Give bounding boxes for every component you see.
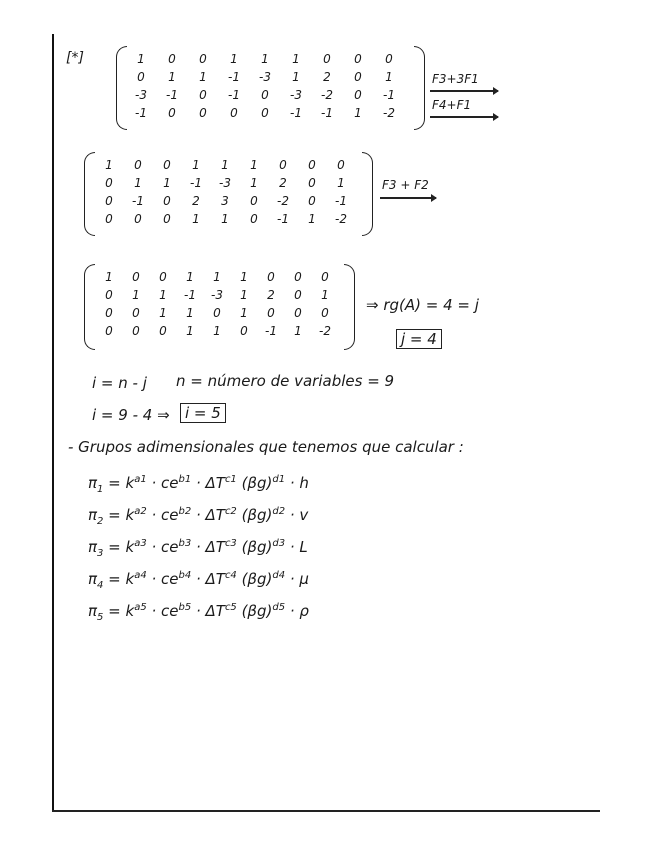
matrix-cell: 1: [240, 306, 248, 320]
rank-statement: ⇒ rg(A) = 4 = j: [366, 296, 479, 314]
matrix-cell: 0: [354, 52, 362, 66]
pi-group-row: $\pi_3 = k^{a3} \cdot ce^{b3} \cdot \Delta T^{c3}$ $(\beta g)^{d3} \cdot L$: [88, 538, 308, 559]
matrix-cell: -2: [277, 194, 289, 208]
matrix-cell: 1: [192, 212, 200, 226]
arrow-icon: [430, 90, 498, 92]
matrix-cell: 1: [186, 306, 194, 320]
matrix-cell: 1: [192, 158, 200, 172]
pi-index: 3: [97, 548, 104, 559]
matrix-right-paren: [362, 152, 373, 236]
pi-variable: L: [299, 538, 308, 556]
row-operation-label: F3 + F2: [382, 178, 429, 192]
exponent: d3: [272, 538, 286, 549]
matrix-cell: 2: [192, 194, 200, 208]
section-tag: [*]: [66, 50, 84, 66]
matrix-cell: 0: [261, 106, 269, 120]
matrix-cell: 1: [105, 270, 113, 284]
matrix-cell: 1: [354, 106, 362, 120]
matrix-cell: 0: [308, 194, 316, 208]
exponent: b3: [178, 538, 192, 549]
matrix-cell: 1: [230, 52, 238, 66]
exponent: a2: [134, 506, 147, 517]
matrix-right-paren: [414, 46, 425, 130]
matrix-cell: 0: [132, 270, 140, 284]
matrix-2: [84, 152, 374, 234]
matrix-cell: 0: [337, 158, 345, 172]
matrix-cell: 1: [186, 270, 194, 284]
exponent: c1: [224, 474, 237, 485]
matrix-cell: 1: [159, 288, 167, 302]
pi-symbol: π: [88, 570, 98, 588]
pi-group-row: $\pi_4 = k^{a4} \cdot ce^{b4} \cdot \Delta T^{c4}$ $(\beta g)^{d4} \cdot \mu$: [88, 570, 309, 591]
pi-index: 5: [97, 612, 104, 623]
pi-symbol: π: [88, 506, 98, 524]
matrix-cell: 0: [294, 270, 302, 284]
matrix-cell: 1: [105, 158, 113, 172]
matrix-cell: 0: [134, 212, 142, 226]
pi-index: 4: [97, 580, 104, 591]
pi-symbol: π: [88, 538, 98, 556]
pi-symbol: π: [88, 474, 98, 492]
matrix-cell: 0: [199, 52, 207, 66]
matrix-cell: -2: [319, 324, 331, 338]
exponent: d1: [272, 474, 286, 485]
exponent: b1: [178, 474, 192, 485]
matrix-cell: 1: [240, 288, 248, 302]
matrix-cell: -1: [135, 106, 147, 120]
pi-symbol: π: [88, 602, 98, 620]
pi-group-row: $\pi_1 = k^{a1} \cdot ce^{b1} \cdot \Delta T^{c1}$ $(\beta g)^{d1} \cdot h$: [88, 474, 309, 495]
matrix-cell: 3: [221, 194, 229, 208]
matrix-cell: 0: [132, 324, 140, 338]
matrix-cell: 1: [213, 270, 221, 284]
pi-index: 1: [97, 484, 104, 495]
matrix-cell: 0: [323, 52, 331, 66]
exponent: a1: [134, 474, 147, 485]
matrix-cell: 0: [261, 88, 269, 102]
matrix-cell: 1: [168, 70, 176, 84]
exponent: c3: [224, 538, 237, 549]
matrix-cell: 0: [199, 88, 207, 102]
matrix-cell: 0: [199, 106, 207, 120]
matrix-cell: 0: [354, 88, 362, 102]
matrix-cell: -1: [321, 106, 333, 120]
matrix-cell: 0: [267, 306, 275, 320]
matrix-cell: -1: [265, 324, 277, 338]
matrix-3: [84, 264, 356, 348]
exponent: d4: [272, 570, 286, 581]
matrix-cell: 1: [321, 288, 329, 302]
matrix-cell: 1: [221, 212, 229, 226]
matrix-cell: 1: [137, 52, 145, 66]
matrix-cell: 1: [385, 70, 393, 84]
variables-note: n = número de variables = 9: [176, 372, 395, 390]
matrix-cell: -3: [290, 88, 302, 102]
matrix-cell: -1: [190, 176, 202, 190]
matrix-cell: 0: [250, 212, 258, 226]
matrix-cell: 0: [134, 158, 142, 172]
matrix-1: [116, 46, 426, 128]
matrix-cell: 0: [294, 306, 302, 320]
matrix-cell: 0: [267, 270, 275, 284]
matrix-cell: 0: [163, 212, 171, 226]
exponent: b5: [178, 602, 192, 613]
matrix-cell: -1: [290, 106, 302, 120]
exponent: d2: [272, 506, 286, 517]
pi-group-row: $\pi_2 = k^{a2} \cdot ce^{b2} \cdot \Delta T^{c2}$ $(\beta g)^{d2} \cdot v$: [88, 506, 309, 527]
matrix-cell: 1: [186, 324, 194, 338]
matrix-cell: 1: [163, 176, 171, 190]
matrix-cell: -3: [259, 70, 271, 84]
formula-i-value: i = 9 - 4 ⇒: [92, 406, 170, 424]
matrix-cell: -2: [335, 212, 347, 226]
matrix-cell: -1: [383, 88, 395, 102]
exponent: b2: [178, 506, 192, 517]
matrix-cell: 1: [134, 176, 142, 190]
matrix-cell: 0: [105, 212, 113, 226]
matrix-cell: -1: [228, 88, 240, 102]
matrix-cell: -1: [335, 194, 347, 208]
result-box-i: i = 5: [180, 403, 226, 423]
matrix-cell: 1: [159, 306, 167, 320]
matrix-cell: -2: [383, 106, 395, 120]
arrow-icon: [380, 197, 436, 199]
matrix-cell: -1: [166, 88, 178, 102]
matrix-cell: -1: [228, 70, 240, 84]
matrix-cell: -3: [211, 288, 223, 302]
page-bottom-border: [52, 810, 600, 812]
matrix-cell: 0: [321, 270, 329, 284]
matrix-cell: 0: [308, 158, 316, 172]
rank-result-box: j = 4: [396, 329, 442, 349]
matrix-cell: 1: [213, 324, 221, 338]
exponent: b4: [178, 570, 192, 581]
matrix-cell: 0: [163, 194, 171, 208]
exponent: c4: [224, 570, 237, 581]
matrix-cell: 0: [168, 106, 176, 120]
exponent: a5: [134, 602, 147, 613]
matrix-cell: 0: [240, 324, 248, 338]
matrix-cell: 1: [250, 176, 258, 190]
matrix-cell: 0: [105, 176, 113, 190]
exponent: a4: [134, 570, 147, 581]
matrix-cell: 0: [321, 306, 329, 320]
matrix-cell: 0: [385, 52, 393, 66]
matrix-cell: 0: [163, 158, 171, 172]
matrix-cell: 0: [105, 324, 113, 338]
exponent: c2: [224, 506, 237, 517]
pi-variable: μ: [299, 570, 309, 588]
matrix-cell: 1: [261, 52, 269, 66]
pi-variable: v: [299, 506, 309, 524]
pi-group-row: $\pi_5 = k^{a5} \cdot ce^{b5} \cdot \Delta T^{c5}$ $(\beta g)^{d5} \cdot \rho$: [88, 602, 309, 623]
exponent: a3: [134, 538, 147, 549]
pi-index: 2: [97, 516, 104, 527]
matrix-cell: 2: [279, 176, 287, 190]
matrix-cell: 0: [308, 176, 316, 190]
matrix-cell: 0: [105, 288, 113, 302]
row-operation-label: F3+3F1: [432, 72, 479, 86]
section-heading: - Grupos adimensionales que tenemos que calcular :: [68, 438, 464, 456]
matrix-cell: 0: [159, 324, 167, 338]
matrix-cell: 1: [221, 158, 229, 172]
matrix-cell: 1: [240, 270, 248, 284]
matrix-cell: 2: [323, 70, 331, 84]
matrix-cell: 1: [308, 212, 316, 226]
arrow-icon: [430, 116, 498, 118]
matrix-cell: 1: [199, 70, 207, 84]
matrix-cell: 0: [168, 52, 176, 66]
matrix-cell: 0: [213, 306, 221, 320]
matrix-cell: -3: [219, 176, 231, 190]
matrix-cell: -1: [132, 194, 144, 208]
matrix-right-paren: [344, 264, 355, 350]
matrix-cell: 0: [354, 70, 362, 84]
matrix-cell: 1: [292, 52, 300, 66]
matrix-cell: 0: [105, 194, 113, 208]
matrix-cell: 1: [132, 288, 140, 302]
matrix-cell: 1: [294, 324, 302, 338]
page-left-border: [52, 34, 54, 812]
formula-i: i = n - j: [92, 374, 147, 392]
matrix-cell: -2: [321, 88, 333, 102]
matrix-cell: 0: [105, 306, 113, 320]
exponent: c5: [224, 602, 237, 613]
matrix-cell: 1: [292, 70, 300, 84]
matrix-cell: 0: [279, 158, 287, 172]
row-operation-label: F4+F1: [432, 98, 472, 112]
matrix-cell: 0: [230, 106, 238, 120]
matrix-cell: 2: [267, 288, 275, 302]
matrix-cell: 0: [159, 270, 167, 284]
matrix-cell: -3: [135, 88, 147, 102]
matrix-cell: 0: [250, 194, 258, 208]
exponent: d5: [272, 602, 286, 613]
pi-variable: h: [299, 474, 309, 492]
matrix-cell: 0: [137, 70, 145, 84]
matrix-cell: -1: [277, 212, 289, 226]
matrix-cell: 1: [337, 176, 345, 190]
matrix-cell: 0: [294, 288, 302, 302]
matrix-cell: -1: [184, 288, 196, 302]
matrix-cell: 0: [132, 306, 140, 320]
matrix-cell: 1: [250, 158, 258, 172]
pi-variable: ρ: [299, 602, 309, 620]
